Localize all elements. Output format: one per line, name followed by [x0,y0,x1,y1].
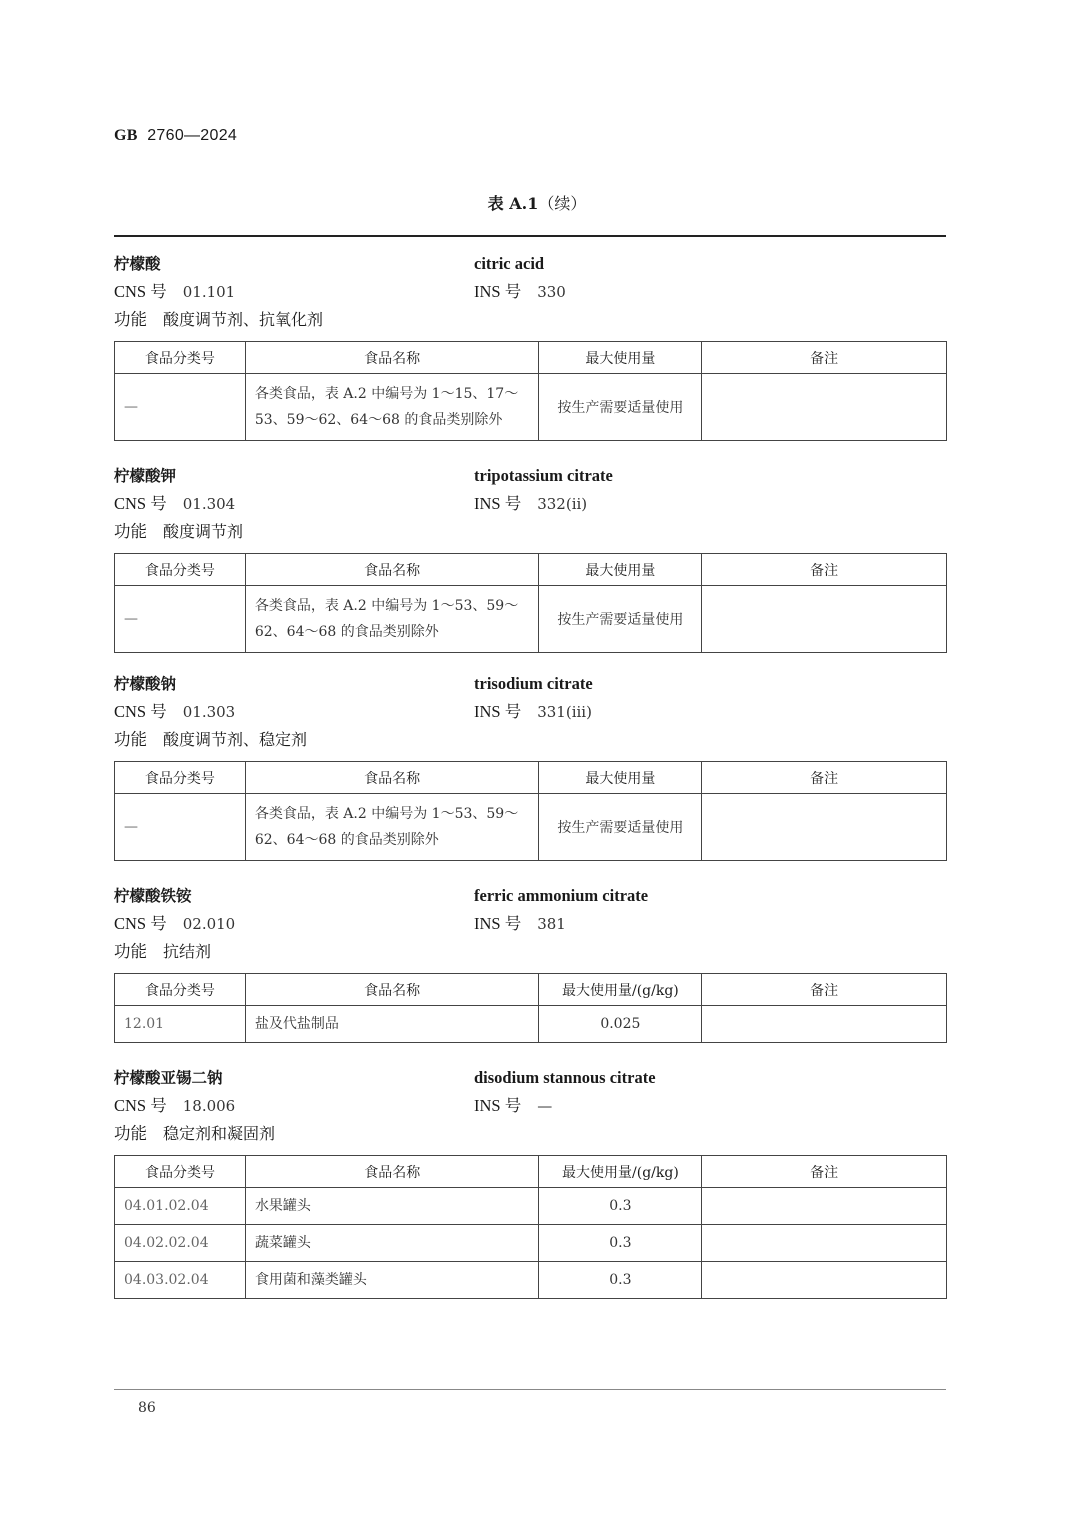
cell-remarks [702,586,947,653]
additive-entry-trisodium-citrate [114,670,947,861]
table-header-row [115,342,947,374]
usage-table [114,341,947,441]
ins-label: INS 号 [474,914,522,933]
header-remarks: 备注 [702,342,947,374]
additive-entry-ferric-ammonium-citrate [114,882,947,1043]
cell-max-usage: 0.3 [539,1262,702,1299]
cell-max-usage: 0.3 [539,1225,702,1262]
cns-label: CNS 号 [114,914,167,933]
additive-name-en: citric acid [474,254,545,273]
cell-food-name: 各类食品，表 A.2 中编号为 1～53、59～62、64～68 的食品类别除外 [245,586,539,653]
table-header-row [115,974,947,1006]
cns-label: CNS 号 [114,702,167,721]
ins-label: INS 号 [474,494,522,513]
cns-value: 18.006 [182,1097,236,1115]
header-category-code: 食品分类号 [115,974,246,1006]
header-remarks: 备注 [702,1156,947,1188]
function-value: 酸度调节剂、稳定剂 [163,730,308,749]
cell-category-code: — [115,374,246,441]
cell-remarks [702,794,947,861]
cell-max-usage: 按生产需要适量使用 [539,374,702,441]
header-max-usage: 最大使用量 [539,342,702,374]
cell-category-code: 04.01.02.04 [115,1188,246,1225]
header-max-usage: 最大使用量 [539,554,702,586]
function-label: 功能 [114,942,147,961]
table-row [115,1262,947,1299]
ins-value: 331(iii) [537,703,592,721]
cell-remarks [702,1225,947,1262]
header-category-code: 食品分类号 [115,762,246,794]
ins-label: INS 号 [474,702,522,721]
additive-name-en: tripotassium citrate [474,466,613,485]
ins-value: 332(ii) [537,495,588,513]
function-label: 功能 [114,522,147,541]
cell-category-code: 04.02.02.04 [115,1225,246,1262]
header-remarks: 备注 [702,974,947,1006]
header-food-name: 食品名称 [245,342,539,374]
cns-value: 01.303 [182,703,236,721]
header-remarks: 备注 [702,554,947,586]
function-label: 功能 [114,1124,147,1143]
cns-label: CNS 号 [114,282,167,301]
cns-label: CNS 号 [114,494,167,513]
top-rule [114,235,946,237]
cns-value: 01.101 [182,283,236,301]
usage-table [114,553,947,653]
additive-entry-citric-acid [114,250,947,441]
additive-entry-disodium-stannous-citrate [114,1064,947,1299]
cell-max-usage: 按生产需要适量使用 [539,794,702,861]
table-header-row [115,762,947,794]
additive-entry-tripotassium-citrate [114,462,947,653]
page-number: 86 [138,1400,156,1416]
header-category-code: 食品分类号 [115,342,246,374]
cell-remarks [702,1006,947,1043]
ins-value: 381 [537,915,566,933]
function-value: 稳定剂和凝固剂 [163,1124,276,1143]
ins-label: INS 号 [474,1096,522,1115]
cns-value: 02.010 [182,915,236,933]
cell-remarks [702,374,947,441]
function-value: 酸度调节剂 [163,522,244,541]
additive-name-cn: 柠檬酸铁铵 [114,887,192,905]
header-max-usage: 最大使用量/(g/kg) [539,1156,702,1188]
function-value: 抗结剂 [163,942,212,961]
table-row [115,794,947,861]
table-caption [0,191,1074,214]
cell-category-code: — [115,586,246,653]
header-category-code: 食品分类号 [115,554,246,586]
usage-table [114,1155,947,1299]
function-value: 酸度调节剂、抗氧化剂 [163,310,324,329]
table-row [115,1188,947,1225]
footer-rule [114,1389,946,1390]
function-label: 功能 [114,730,147,749]
cell-food-name: 水果罐头 [245,1188,539,1225]
cell-food-name: 盐及代盐制品 [245,1006,539,1043]
header-food-name: 食品名称 [245,1156,539,1188]
table-row [115,374,947,441]
additive-name-en: ferric ammonium citrate [474,886,649,905]
cell-max-usage: 0.025 [539,1006,702,1043]
additive-name-cn: 柠檬酸钾 [114,467,177,485]
doc-prefix: GB [114,127,138,144]
cell-remarks [702,1262,947,1299]
cell-food-name: 食用菌和藻类罐头 [245,1262,539,1299]
cell-category-code: 04.03.02.04 [115,1262,246,1299]
document-code [114,127,237,145]
cell-category-code: 12.01 [115,1006,246,1043]
doc-number: 2760—2024 [147,127,238,144]
table-caption-title: 表 A.1 [487,194,539,213]
table-caption-continued: （续） [538,194,587,213]
header-category-code: 食品分类号 [115,1156,246,1188]
additive-name-cn: 柠檬酸 [114,255,161,273]
usage-table [114,761,947,861]
table-row [115,1225,947,1262]
cell-food-name: 蔬菜罐头 [245,1225,539,1262]
header-food-name: 食品名称 [245,974,539,1006]
ins-label: INS 号 [474,282,522,301]
cns-label: CNS 号 [114,1096,167,1115]
cell-max-usage: 按生产需要适量使用 [539,586,702,653]
table-header-row [115,1156,947,1188]
table-header-row [115,554,947,586]
header-max-usage: 最大使用量/(g/kg) [539,974,702,1006]
header-remarks: 备注 [702,762,947,794]
table-row [115,1006,947,1043]
header-food-name: 食品名称 [245,554,539,586]
function-label: 功能 [114,310,147,329]
usage-table [114,973,947,1043]
header-max-usage: 最大使用量 [539,762,702,794]
additive-name-cn: 柠檬酸钠 [114,675,177,693]
additive-name-en: trisodium citrate [474,674,593,693]
ins-value: — [537,1097,553,1115]
additive-name-cn: 柠檬酸亚锡二钠 [114,1069,223,1087]
header-food-name: 食品名称 [245,762,539,794]
table-row [115,586,947,653]
cell-max-usage: 0.3 [539,1188,702,1225]
cell-category-code: — [115,794,246,861]
cell-food-name: 各类食品，表 A.2 中编号为 1～53、59～62、64～68 的食品类别除外 [245,794,539,861]
ins-value: 330 [537,283,566,301]
cell-food-name: 各类食品，表 A.2 中编号为 1～15、17～53、59～62、64～68 的食品类别除外 [245,374,539,441]
cell-remarks [702,1188,947,1225]
additive-name-en: disodium stannous citrate [474,1068,656,1087]
cns-value: 01.304 [182,495,236,513]
